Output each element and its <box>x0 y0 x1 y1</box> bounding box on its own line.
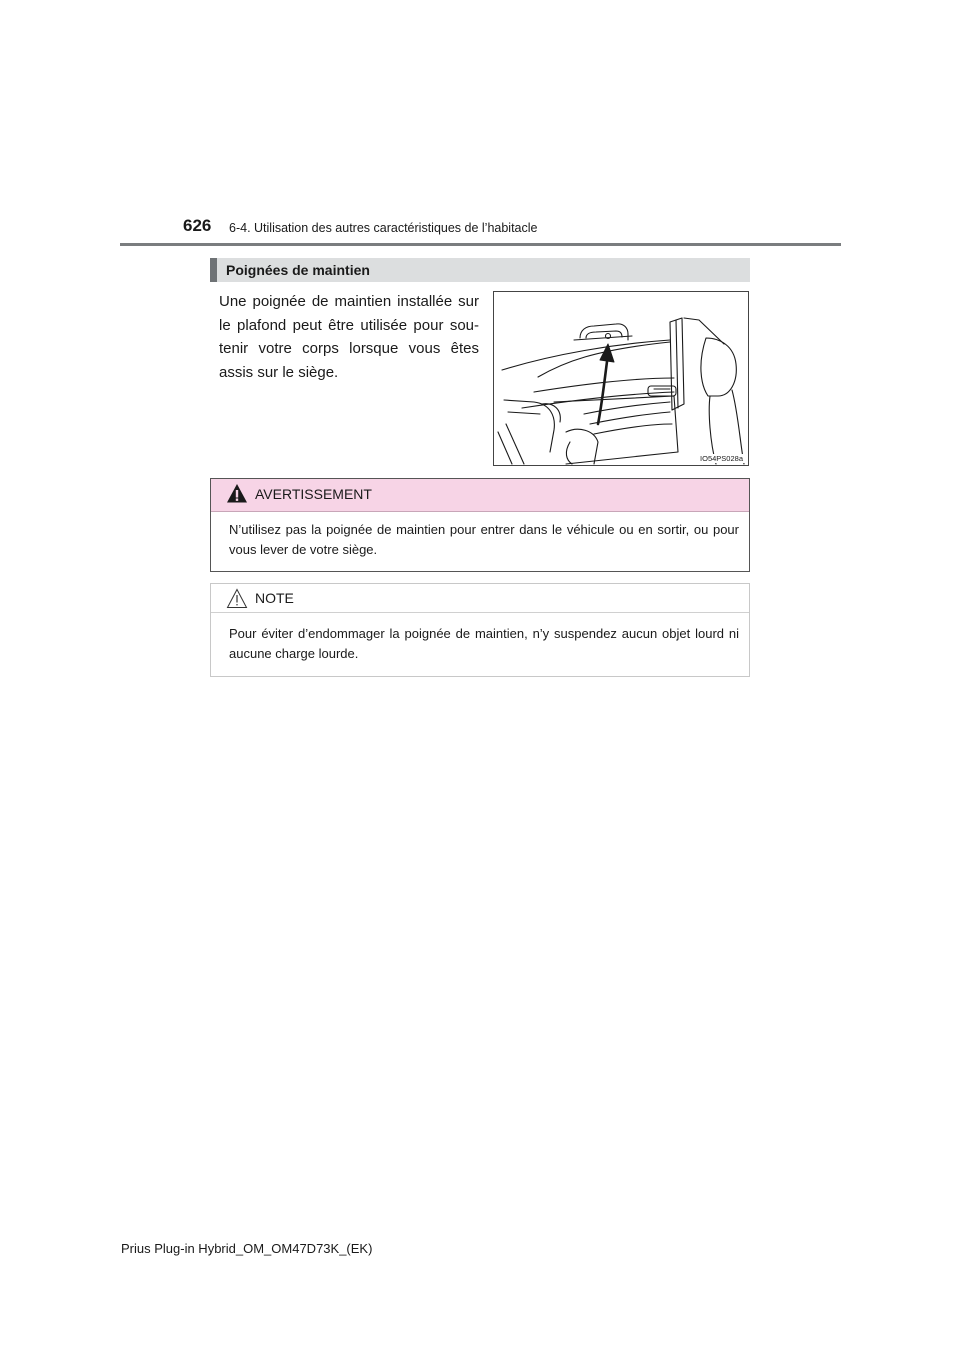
section-body-text: Une poignée de maintien installée sur le plafond peut être utilisée pour sou-tenir votre corps lorsque vous êtes assis sur le siège. <box>219 293 479 382</box>
note-header <box>211 584 749 613</box>
page-number: 626 <box>183 216 212 235</box>
warning-text: N’utilisez pas la poignée de maintien pour entrer dans le véhicule ou en sortir, ou pour vous lever de votre siège. <box>229 522 739 557</box>
illustration-code: IO54PS028a <box>700 454 743 463</box>
footer-document-id: Prius Plug-in Hybrid_OM_OM47D73K_(EK) <box>121 1241 373 1256</box>
warning-triangle-icon <box>226 483 248 504</box>
header-rule <box>120 243 841 246</box>
caution-triangle-outline-icon <box>226 588 248 609</box>
warning-title: AVERTISSEMENT <box>255 486 372 502</box>
warning-box <box>210 478 750 572</box>
note-text: Pour éviter d’endommager la poignée de maintien, n’y suspendez aucun objet lourd ni aucune charge lourde. <box>229 626 739 661</box>
note-box <box>210 583 750 677</box>
note-title: NOTE <box>255 590 294 606</box>
assist-grip-drawing <box>494 292 748 465</box>
assist-grip-illustration <box>493 291 749 466</box>
section-heading: Poignées de maintien <box>210 258 750 282</box>
chapter-title: 6-4. Utilisation des autres caractéristiques de l’habitacle <box>229 221 538 235</box>
warning-header <box>211 479 749 512</box>
